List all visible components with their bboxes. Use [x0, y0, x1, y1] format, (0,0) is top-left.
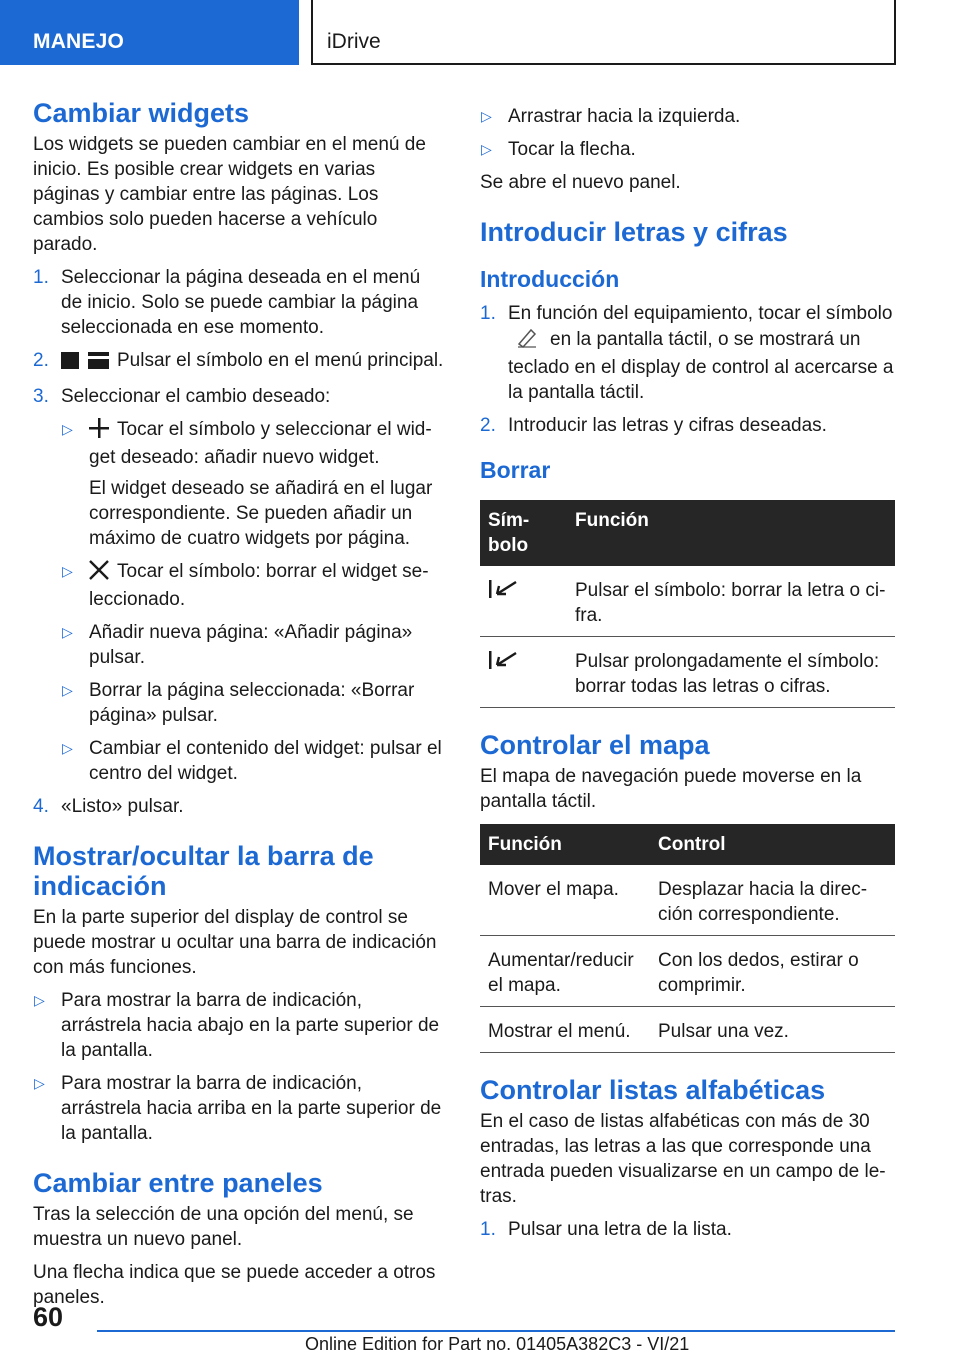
table-cell: Pulsar el símbolo: borrar la letra o cifra.: [567, 566, 895, 637]
backspace-icon: [488, 584, 518, 605]
panel-items: [480, 104, 895, 162]
step-number: 2.: [480, 415, 496, 436]
triangle-bullet-icon: ▷: [62, 682, 73, 698]
delete-table-wrap: [480, 500, 895, 708]
table-row: [480, 865, 895, 936]
list-item: [480, 137, 895, 162]
option-subtext: El widget deseado se añadirá en el lugar correspondiente. Se pueden añadir un máximo de cuatro widgets por página.: [89, 478, 433, 549]
panel-result: Se abre el nuevo panel.: [480, 172, 681, 193]
list-item: [480, 301, 895, 405]
lists-intro: En el caso de listas alfabéticas con más de 30 entradas, las letras a las que corresponde una entrada pueden visualizarse en un campo de letras.: [480, 1111, 886, 1207]
table-cell: [480, 566, 567, 637]
list-item: [33, 794, 445, 819]
chapter-label: iDrive: [327, 30, 381, 53]
table-row: [480, 566, 895, 637]
step-number: 1.: [480, 303, 496, 324]
list-item: [61, 678, 445, 728]
triangle-bullet-icon: ▷: [481, 141, 492, 157]
table-row: [480, 1007, 895, 1053]
section-tab: [0, 0, 299, 65]
bar-item-text: Para mostrar la barra de indicación, arrástrela hacia arriba en la parte superior de la pantalla.: [61, 1073, 442, 1144]
triangle-bullet-icon: ▷: [481, 108, 492, 124]
lists-heading: Controlar listas alfabéticas: [480, 1075, 826, 1105]
edition-note: Online Edition for Part no. 01405A382C3 - VI/21: [305, 1334, 690, 1354]
list-item: [33, 384, 445, 786]
triangle-bullet-icon: ▷: [62, 624, 73, 640]
section-label: MANEJO: [33, 30, 125, 53]
table-cell: Mover el mapa.: [480, 865, 650, 936]
list-item: [61, 620, 445, 670]
map-heading: Controlar el mapa: [480, 730, 710, 760]
list-item: [33, 1071, 445, 1146]
step-text: Seleccionar el cambio deseado:: [61, 386, 331, 407]
footer-divider: [97, 1330, 895, 1332]
option-text: Tocar el símbolo y seleccionar el widget deseado: añadir nuevo widget.: [89, 419, 432, 468]
step-text: Seleccionar la página deseada en el menú de inicio. Solo se puede cambiar la página seleccionada en ese momento.: [61, 267, 421, 338]
option-text: Borrar la página seleccionada: «Borrar página» pulsar.: [89, 680, 415, 726]
panels-p2: Una flecha indica que se puede acceder a otros paneles.: [33, 1262, 436, 1308]
map-table-wrap: [480, 824, 895, 1053]
backspace-icon: [488, 655, 518, 676]
step-text: Pulsar el símbolo en el menú principal.: [117, 350, 444, 371]
intro-subheading: Introducción: [480, 266, 620, 292]
table-cell: Pulsar prolongadamente el símbolo: borrar todas las letras o cifras.: [567, 637, 895, 708]
letters-steps: [480, 301, 895, 438]
list-item: [33, 988, 445, 1063]
table-header: Función: [480, 824, 650, 865]
table-cell: [480, 637, 567, 708]
list-item: [480, 1217, 895, 1242]
option-text: Tocar el símbolo: borrar el widget seleccionado.: [89, 561, 429, 610]
step-text: Pulsar una letra de la lista.: [508, 1219, 732, 1240]
list-item: [33, 348, 445, 376]
bar-item-text: Para mostrar la barra de indicación, arrástrela hacia abajo en la parte superior de la pantalla.: [61, 990, 440, 1061]
map-intro: El mapa de navegación puede moverse en la pantalla táctil.: [480, 766, 862, 812]
panels-heading: Cambiar entre paneles: [33, 1168, 323, 1198]
triangle-bullet-icon: ▷: [62, 421, 73, 437]
list-item: [33, 265, 445, 340]
list-item: [480, 413, 895, 438]
table-header: Control: [650, 824, 895, 865]
handwriting-icon: [516, 326, 542, 355]
page-number: 60: [33, 1302, 64, 1332]
close-icon: [89, 560, 109, 587]
triangle-bullet-icon: ▷: [62, 740, 73, 756]
bar-intro: En la parte superior del display de control se puede mostrar u ocultar una barra de indicación con más funciones.: [33, 907, 437, 978]
plus-icon: [89, 418, 109, 445]
step-number: 4.: [33, 796, 49, 817]
triangle-bullet-icon: ▷: [34, 1075, 45, 1091]
table-cell: Desplazar hacia la dirección correspondiente.: [650, 865, 895, 936]
triangle-bullet-icon: ▷: [34, 992, 45, 1008]
list-item: [480, 104, 895, 129]
letters-heading: Introducir letras y cifras: [480, 217, 788, 247]
right-column: [480, 104, 895, 1250]
step-text: en la pantalla táctil, o se mostrará un teclado en el display de control al acercarse a la pantalla táctil.: [508, 329, 894, 403]
table-cell: Aumentar/reducir el mapa.: [480, 936, 650, 1007]
step-number: 1.: [33, 267, 49, 288]
triangle-bullet-icon: ▷: [62, 563, 73, 579]
widgets-steps: [33, 265, 445, 819]
option-text: Cambiar el contenido del widget: pulsar el centro del widget.: [89, 738, 442, 784]
widgets-intro: Los widgets se pueden cambiar en el menú de inicio. Es posible crear widgets en varias páginas y cambiar entre las páginas. Los cambios solo pueden hacerse a vehículo parado.: [33, 134, 426, 255]
table-cell: Mostrar el menú.: [480, 1007, 650, 1053]
panel-item-text: Tocar la flecha.: [508, 139, 636, 160]
lists-steps: [480, 1217, 895, 1242]
step-text: Introducir las letras y cifras deseadas.: [508, 415, 827, 436]
list-item: [61, 417, 445, 551]
step-text: En función del equipamiento, tocar el símbolo: [508, 303, 893, 324]
table-row: [480, 936, 895, 1007]
widgets-heading: Cambiar widgets: [33, 98, 250, 128]
panel-item-text: Arrastrar hacia la izquierda.: [508, 106, 741, 127]
map-table: [480, 824, 895, 1053]
table-cell: Con los dedos, estirar o comprimir.: [650, 936, 895, 1007]
bar-items: [33, 988, 445, 1146]
delete-table: [480, 500, 895, 708]
step-number: 3.: [33, 386, 49, 407]
bar-heading: Mostrar/ocultar la barra de indicación: [33, 841, 374, 901]
table-header-row: [480, 824, 895, 865]
step-number: 2.: [33, 350, 49, 371]
table-header-row: [480, 500, 895, 566]
widgets-options: [61, 417, 445, 786]
list-item: [61, 736, 445, 786]
table-header: Símbolo: [480, 500, 567, 566]
widgets-menu-icon: [61, 349, 109, 376]
panels-p1: Tras la selección de una opción del menú, se muestra un nuevo panel.: [33, 1204, 414, 1250]
table-cell: Pulsar una vez.: [650, 1007, 895, 1053]
table-header: Función: [567, 500, 895, 566]
delete-subheading: Borrar: [480, 457, 551, 483]
step-text: «Listo» pulsar.: [61, 796, 184, 817]
option-text: Añadir nueva página: «Añadir página» pulsar.: [89, 622, 413, 668]
step-number: 1.: [480, 1219, 496, 1240]
list-item: [61, 559, 445, 612]
table-row: [480, 637, 895, 708]
chapter-tab: [311, 0, 896, 65]
left-column: [33, 98, 445, 1318]
